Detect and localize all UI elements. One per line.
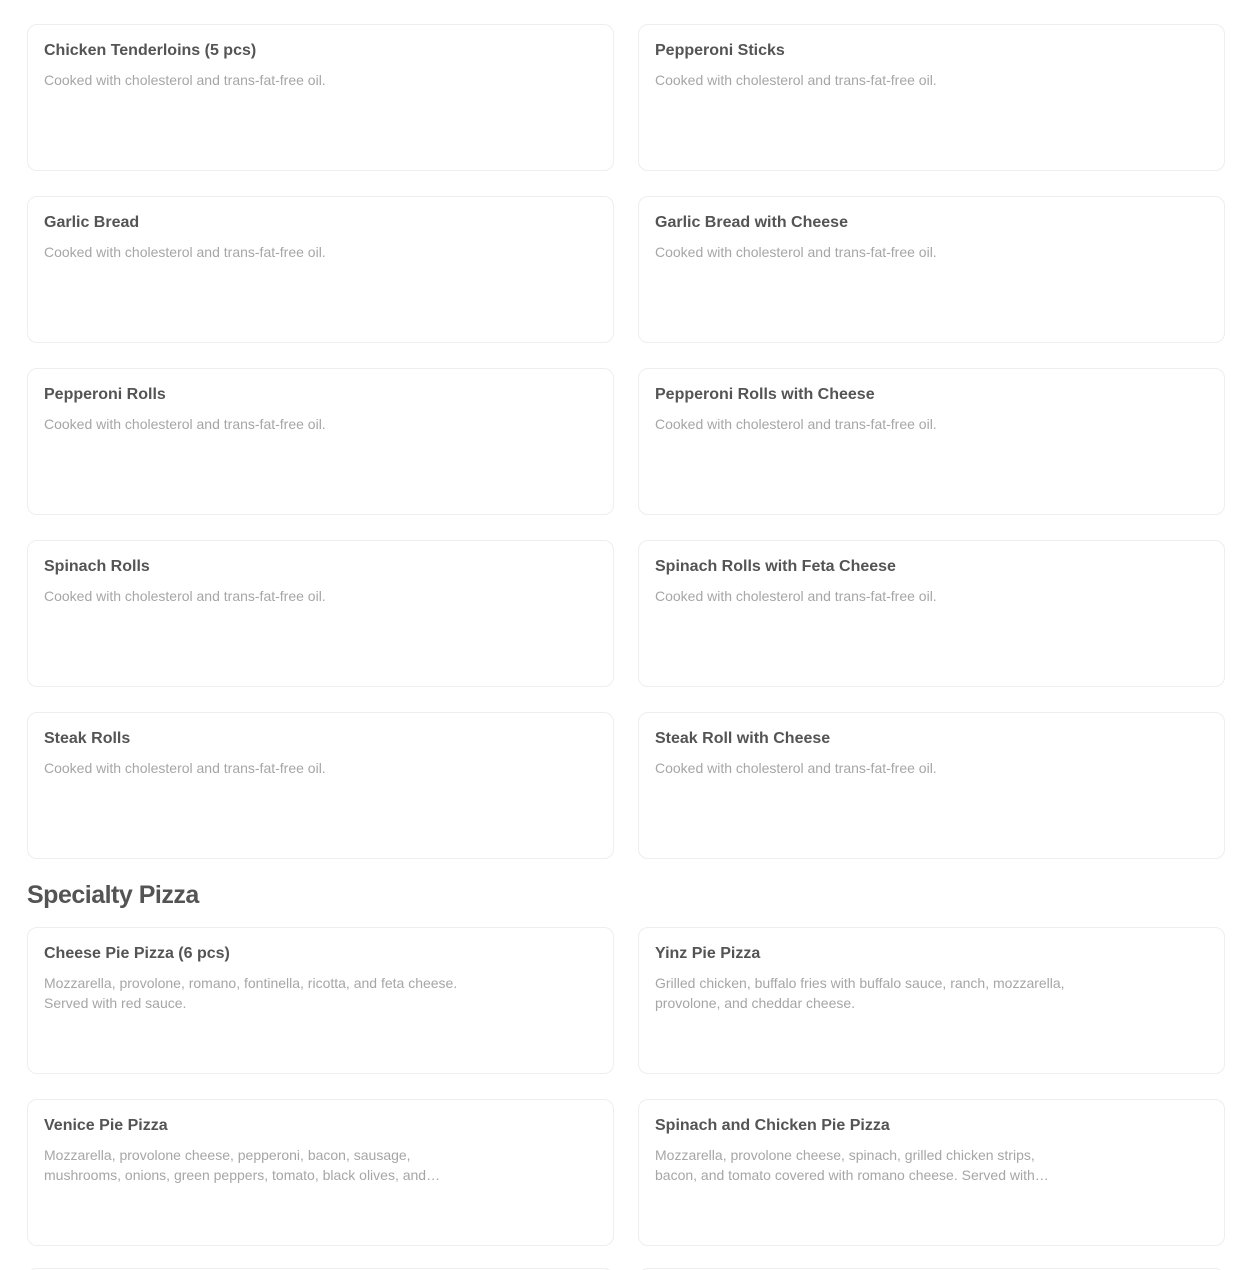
menu-item-name: Garlic Bread (44, 214, 140, 231)
menu-item-name: Pepperoni Sticks (655, 42, 785, 59)
menu-item-card[interactable] (27, 24, 614, 171)
menu-item-description: Cooked with cholesterol and trans-fat-free oil. (44, 588, 326, 604)
menu-item-name: Spinach Rolls (44, 558, 150, 575)
menu-item-card[interactable] (27, 927, 614, 1074)
menu-item-name: Chicken Tenderloins (5 pcs) (44, 42, 257, 59)
menu-item-card[interactable] (638, 927, 1225, 1074)
menu-item-name: Steak Roll with Cheese (655, 730, 831, 747)
menu-item-description: Mozzarella, provolone cheese, spinach, grilled chicken strips, bacon, and tomato covered with romano cheese. Served with… (655, 1147, 1049, 1183)
menu-item-name: Yinz Pie Pizza (655, 945, 761, 962)
section-title-specialty-pizza: Specialty Pizza (27, 881, 199, 909)
menu-item-card[interactable] (27, 1099, 614, 1246)
menu-item-name: Venice Pie Pizza (44, 1117, 168, 1134)
menu-item-name: Spinach and Chicken Pie Pizza (655, 1117, 890, 1134)
menu-item-name: Spinach Rolls with Feta Cheese (655, 558, 896, 575)
menu-item-card[interactable] (27, 196, 614, 343)
menu-item-description: Cooked with cholesterol and trans-fat-free oil. (44, 416, 326, 432)
menu-item-card[interactable] (638, 540, 1225, 687)
menu-item-card[interactable] (638, 1099, 1225, 1246)
menu-item-card[interactable] (27, 712, 614, 859)
menu-item-description: Mozzarella, provolone, romano, fontinella, ricotta, and feta cheese. Served with red sauce. (44, 975, 458, 1011)
menu-item-card[interactable] (27, 368, 614, 515)
menu-item-description: Mozzarella, provolone cheese, pepperoni, bacon, sausage, mushrooms, onions, green peppers, tomato, black olives, and… (44, 1147, 441, 1183)
menu-item-card[interactable] (27, 540, 614, 687)
menu-item-card[interactable] (638, 368, 1225, 515)
menu-item-card[interactable] (638, 196, 1225, 343)
menu-item-description: Cooked with cholesterol and trans-fat-free oil. (655, 588, 937, 604)
menu-item-description: Cooked with cholesterol and trans-fat-free oil. (655, 760, 937, 776)
menu-item-description: Cooked with cholesterol and trans-fat-free oil. (44, 244, 326, 260)
menu-item-name: Pepperoni Rolls with Cheese (655, 386, 875, 403)
menu-item-description: Cooked with cholesterol and trans-fat-free oil. (44, 72, 326, 88)
menu-item-card[interactable] (638, 712, 1225, 859)
menu-item-description: Cooked with cholesterol and trans-fat-free oil. (44, 760, 326, 776)
menu-item-description: Cooked with cholesterol and trans-fat-free oil. (655, 72, 937, 88)
menu-item-description: Cooked with cholesterol and trans-fat-free oil. (655, 416, 937, 432)
menu-item-name: Garlic Bread with Cheese (655, 214, 848, 231)
specialty-item-grid (27, 927, 1225, 1246)
menu-item-name: Cheese Pie Pizza (6 pcs) (44, 945, 230, 962)
menu-item-name: Steak Rolls (44, 730, 131, 747)
menu-item-description: Cooked with cholesterol and trans-fat-free oil. (655, 244, 937, 260)
menu-item-card[interactable] (638, 24, 1225, 171)
sides-item-grid (27, 24, 1225, 859)
menu-item-name: Pepperoni Rolls (44, 386, 166, 403)
menu-item-description: Grilled chicken, buffalo fries with buffalo sauce, ranch, mozzarella, provolone, and cheddar cheese. (655, 975, 1065, 1011)
